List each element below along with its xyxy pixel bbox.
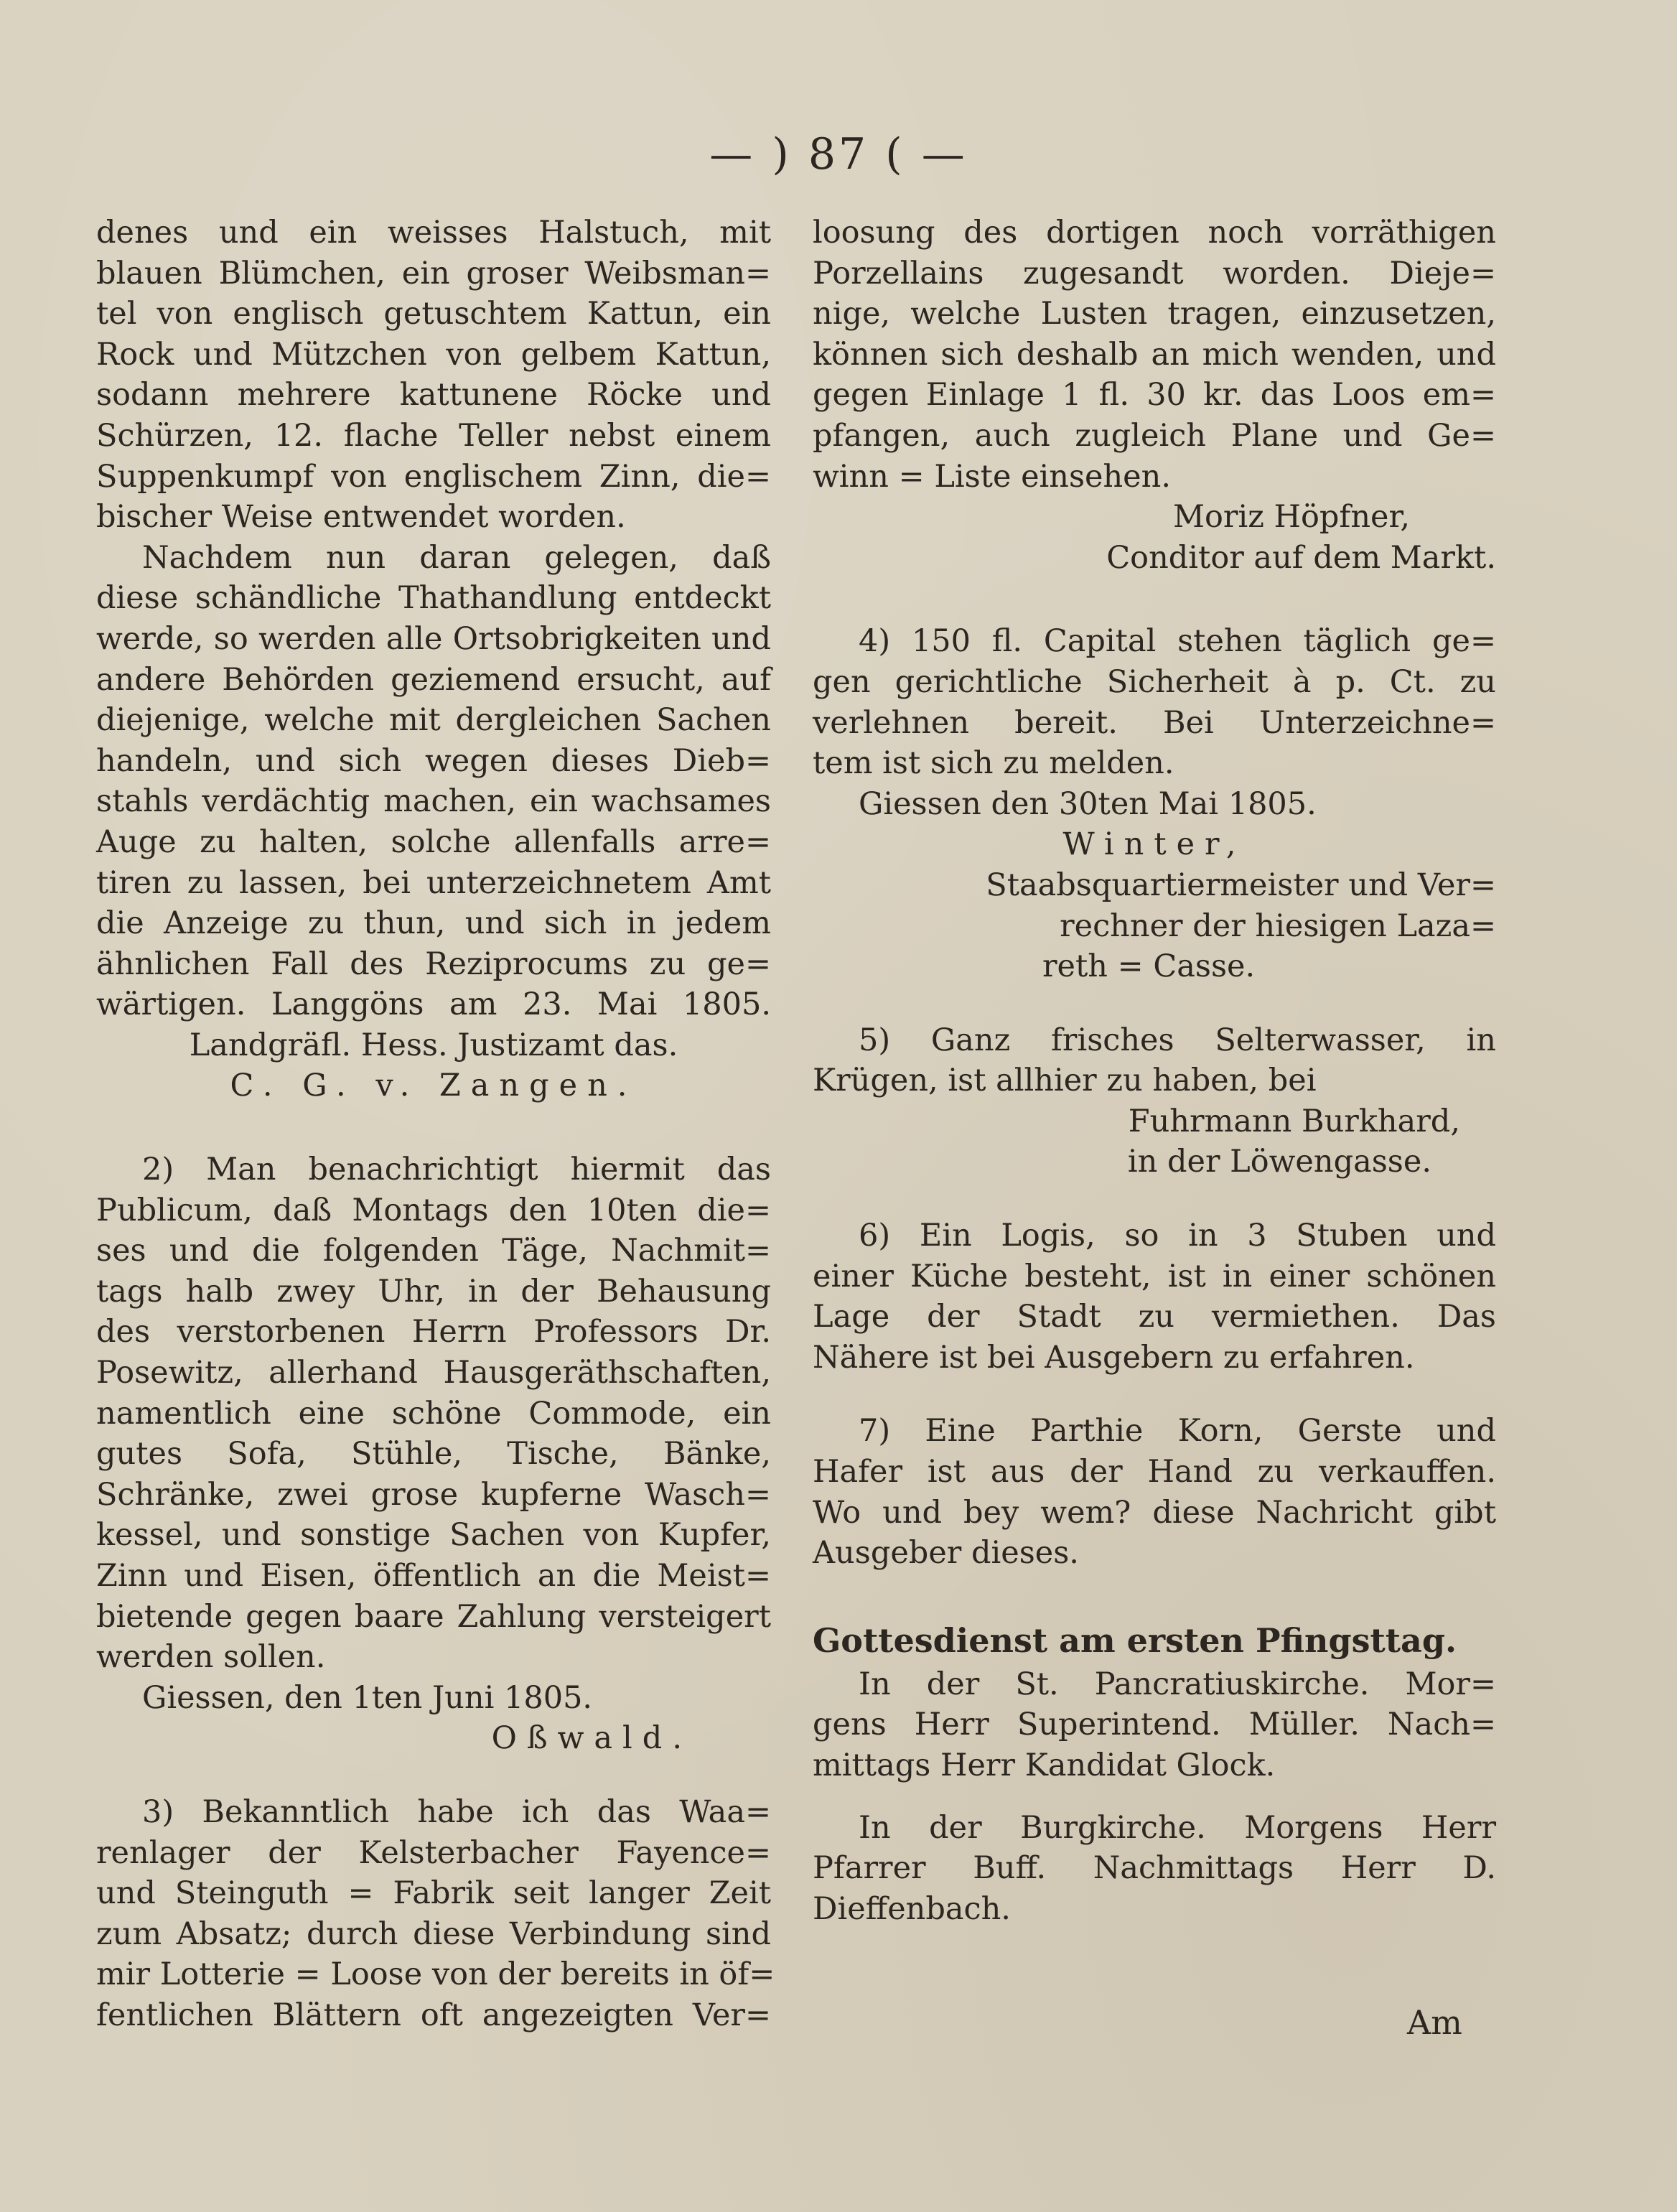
text-line: Nachdem nun daran gelegen, daß [142, 539, 771, 576]
catchword: Am [1407, 2003, 1462, 2042]
text-line: werde, so werden alle Ortsobrigkeiten und [96, 620, 771, 657]
text-line: handeln, und sich wegen dieses Dieb= [96, 742, 771, 779]
notice-4 [813, 621, 1496, 986]
notice-3-continuation [813, 213, 1496, 578]
signature-line: reth = Casse. [1042, 948, 1256, 985]
text-line: 5) Ganz frisches Selterwasser, in [859, 1022, 1496, 1058]
text-line: loosung des dortigen noch vorräthigen [813, 215, 1496, 251]
text-line: einer Küche besteht, ist in einer schönen [813, 1258, 1496, 1294]
text-line: Hafer ist aus der Hand zu verkauffen. [813, 1454, 1496, 1490]
notice-date: Giessen den 30ten Mai 1805. [859, 785, 1317, 822]
text-line: namentlich eine schöne Commode, ein [96, 1395, 771, 1432]
text-line: bischer Weise entwendet worden. [96, 499, 626, 536]
notice-6 [813, 1215, 1496, 1378]
text-line: Rock und Mützchen von gelbem Kattun, [96, 336, 771, 373]
text-line: 2) Man benachrichtigt hiermit das [142, 1152, 771, 1188]
text-line: diejenige, welche mit dergleichen Sachen [96, 702, 771, 739]
text-line: ähnlichen Fall des Reziprocums zu ge= [96, 946, 771, 982]
signature-line: in der Löwengasse. [1127, 1144, 1431, 1180]
notice-3 [96, 1792, 775, 2036]
text-line: bietende gegen baare Zahlung versteigert [96, 1598, 771, 1635]
text-line: Posewitz, allerhand Hausgeräthschaften, [96, 1355, 771, 1391]
text-line: gegen Einlage 1 fl. 30 kr. das Loos em= [813, 377, 1496, 414]
text-line: Auge zu halten, solche allenfalls arre= [96, 823, 771, 860]
text-line: Schürzen, 12. flache Teller nebst einem [96, 417, 771, 454]
notice-2 [96, 1149, 771, 1759]
text-line: In der Burgkirche. Morgens Herr [859, 1809, 1496, 1846]
signature-line: Fuhrmann Burkhard, [1128, 1103, 1460, 1139]
text-line: diese schändliche Thathandlung entdeckt [96, 580, 771, 617]
text-line: Pfarrer Buff. Nachmittags Herr D. [813, 1850, 1496, 1887]
text-line: gen gerichtliche Sicherheit à p. Ct. zu [813, 663, 1496, 700]
text-line: zum Absatz; durch diese Verbindung sind [96, 1915, 771, 1952]
text-line: mittags Herr Kandidat Glock. [813, 1747, 1276, 1783]
text-line: Zinn und Eisen, öffentlich an die Meist= [96, 1558, 771, 1594]
signature-line: Moriz Höpfner, [1172, 499, 1410, 536]
text-line: stahls verdächtig machen, ein wachsames [96, 783, 771, 820]
text-line: winn = Liste einsehen. [813, 458, 1171, 495]
text-line: kessel, und sonstige Sachen von Kupfer, [96, 1517, 771, 1554]
text-line: gens Herr Superintend. Müller. Nach= [813, 1707, 1496, 1743]
notice-7 [813, 1411, 1496, 1573]
text-line: ses und die folgenden Täge, Nachmit= [96, 1233, 771, 1269]
right-column [813, 213, 1496, 1929]
church-services [813, 1617, 1496, 1930]
text-line: fentlichen Blättern oft angezeigten Ver= [96, 1997, 771, 2033]
text-line: Nähere ist bei Ausgebern zu erfahren. [813, 1339, 1415, 1376]
text-line: Lage der Stadt zu vermiethen. Das [813, 1299, 1496, 1335]
text-line: 7) Eine Parthie Korn, Gerste und [859, 1413, 1496, 1450]
signature-line: Oßwald. [491, 1720, 692, 1757]
signature-line: Conditor auf dem Markt. [1106, 539, 1496, 576]
text-line: Publicum, daß Montags den 10ten die= [96, 1192, 771, 1228]
text-line: verlehnen bereit. Bei Unterzeichne= [813, 704, 1496, 741]
text-line: mir Lotterie = Loose von der bereits in öf= [96, 1956, 775, 1993]
notice-5 [813, 1020, 1496, 1182]
text-line: tem ist sich zu melden. [813, 745, 1174, 782]
paragraph-continuation [96, 213, 771, 538]
signature-justizamt [96, 1025, 771, 1106]
text-line: blauen Blümchen, ein groser Weibsman= [96, 255, 771, 291]
text-line: des verstorbenen Herrn Professors Dr. [96, 1314, 771, 1350]
text-line: nige, welche Lusten tragen, einzusetzen, [813, 296, 1496, 332]
text-line: 4) 150 fl. Capital stehen täglich ge= [859, 623, 1496, 660]
text-line: Ausgeber dieses. [813, 1535, 1079, 1572]
text-line: die Anzeige zu thun, und sich in jedem [96, 905, 771, 942]
text-line: gutes Sofa, Stühle, Tische, Bänke, [96, 1436, 771, 1473]
text-line: tel von englisch getuschtem Kattun, ein [96, 296, 771, 332]
text-line: tiren zu lassen, bei unterzeichnetem Amt [96, 864, 771, 901]
text-line: Porzellains zugesandt worden. Dieje= [813, 255, 1496, 291]
page-number: — ) 87 ( — [709, 129, 968, 179]
signature-line: Landgräfl. Hess. Justizamt das. [189, 1027, 678, 1063]
text-line: 3) Bekanntlich habe ich das Waa= [142, 1793, 771, 1830]
text-line: können sich deshalb an mich wenden, und [813, 336, 1496, 373]
signature-line: Winter, [1062, 826, 1246, 863]
text-line: sodann mehrere kattunene Röcke und [96, 377, 771, 414]
text-line: Wo und bey wem? diese Nachricht gibt [813, 1494, 1496, 1531]
text-line: Schränke, zwei grose kupferne Wasch= [96, 1476, 771, 1513]
text-line: andere Behörden geziemend ersucht, auf [96, 661, 771, 698]
signature-line: C. G. v. Zangen. [230, 1068, 637, 1104]
text-line: werden sollen. [96, 1639, 326, 1676]
signature-line: Staabsquartiermeister und Ver= [986, 867, 1496, 903]
left-column [96, 213, 775, 2036]
text-line: 6) Ein Logis, so in 3 Stuben und [859, 1218, 1496, 1254]
text-line: Krügen, ist allhier zu haben, bei [813, 1063, 1317, 1099]
notice-date: Giessen, den 1ten Juni 1805. [142, 1679, 593, 1716]
text-line: pfangen, auch zugleich Plane und Ge= [813, 417, 1496, 454]
text-line: renlager der Kelsterbacher Fayence= [96, 1834, 771, 1871]
section-heading: Gottesdienst am ersten Pfingsttag. [813, 1620, 1457, 1660]
signature-line: rechner der hiesigen Laza= [1060, 907, 1496, 944]
paragraph-request [96, 538, 771, 1025]
text-line: Dieffenbach. [813, 1890, 1011, 1927]
text-line: tags halb zwey Uhr, in der Behausung [96, 1273, 771, 1310]
text-line: denes und ein weisses Halstuch, mit [96, 215, 771, 251]
text-line: Suppenkumpf von englischem Zinn, die= [96, 458, 771, 495]
text-line: und Steinguth = Fabrik seit langer Zeit [96, 1875, 771, 1912]
text-line: wärtigen. Langgöns am 23. Mai 1805. [96, 986, 771, 1023]
text-line: In der St. Pancratiuskirche. Mor= [859, 1666, 1496, 1702]
